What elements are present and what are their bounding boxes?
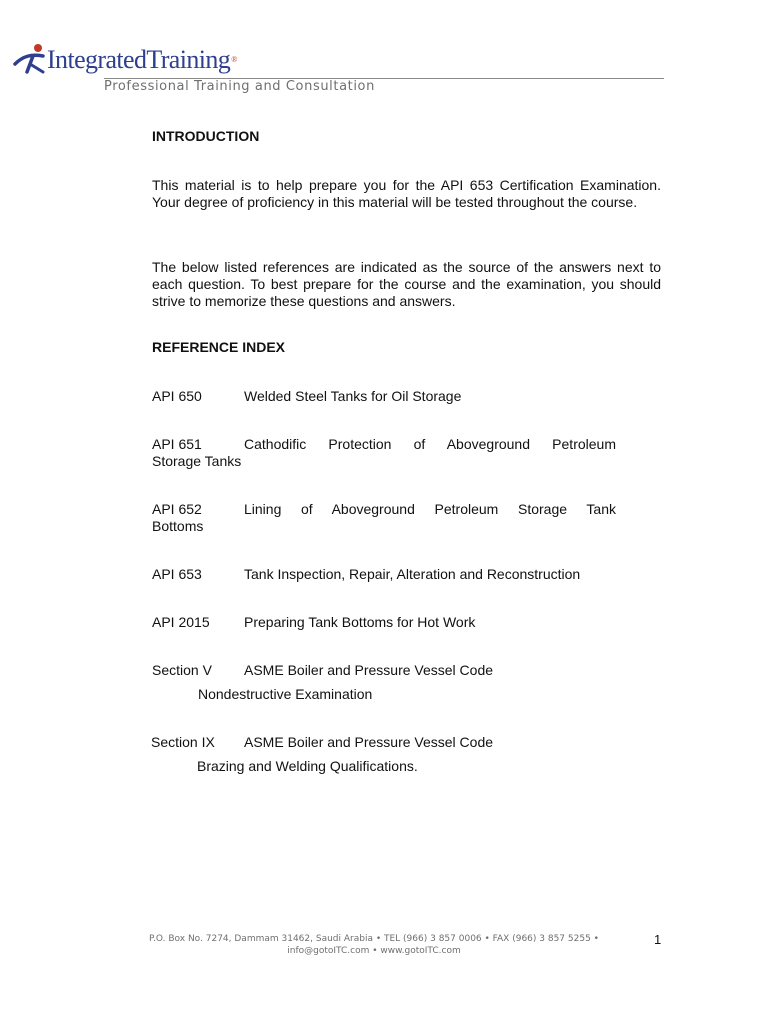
reference-title: ASME Boiler and Pressure Vessel Code bbox=[244, 734, 494, 750]
reference-code: API 652 bbox=[152, 501, 202, 517]
reference-item bbox=[151, 734, 615, 775]
introduction-paragraph-1: This material is to help prepare you for the API 653 Certification Examination. Your degree of proficiency in this material will be tested throughout the course. bbox=[152, 177, 661, 210]
footer-contact: info@gotoITC.com • www.gotoITC.com bbox=[287, 946, 461, 956]
reference-code: API 651 bbox=[152, 436, 202, 452]
reference-title-continued: Storage Tanks bbox=[152, 453, 242, 469]
page-number: 1 bbox=[654, 932, 662, 947]
introduction-paragraph-2: The below listed references are indicated as the source of the answers next to each question. To best prepare for the course and the examination, you should strive to memorize these questions and answers. bbox=[152, 259, 661, 309]
reference-title-continued: Bottoms bbox=[152, 518, 204, 534]
company-tagline: Professional Training and Consultation bbox=[104, 79, 375, 94]
page-footer bbox=[104, 933, 644, 957]
reference-item bbox=[152, 662, 616, 703]
reference-code: API 653 bbox=[152, 566, 202, 582]
registered-mark: ® bbox=[231, 55, 237, 64]
running-figure-icon bbox=[13, 42, 49, 80]
reference-code: Section IX bbox=[151, 734, 215, 750]
reference-item bbox=[152, 436, 616, 470]
reference-title: Preparing Tank Bottoms for Hot Work bbox=[244, 614, 476, 630]
logo-text: IntegratedTraining bbox=[47, 45, 231, 74]
logo-wordmark bbox=[47, 45, 237, 75]
introduction-heading: INTRODUCTION bbox=[152, 128, 260, 144]
reference-item bbox=[152, 501, 616, 535]
reference-code: Section V bbox=[152, 662, 212, 678]
reference-item bbox=[152, 388, 616, 405]
reference-title: Cathodific Protection of Aboveground Petroleum bbox=[244, 436, 616, 452]
company-logo bbox=[13, 42, 237, 80]
reference-subtitle: Nondestructive Examination bbox=[198, 686, 373, 702]
reference-title: Welded Steel Tanks for Oil Storage bbox=[244, 388, 462, 404]
reference-index-heading: REFERENCE INDEX bbox=[152, 339, 286, 355]
reference-code: API 2015 bbox=[152, 614, 210, 630]
reference-item bbox=[152, 614, 616, 631]
reference-item bbox=[152, 566, 616, 583]
reference-title: Tank Inspection, Repair, Alteration and Reconstruction bbox=[244, 566, 581, 582]
reference-title: Lining of Aboveground Petroleum Storage Tank bbox=[244, 501, 616, 517]
reference-code: API 650 bbox=[152, 388, 202, 404]
reference-title: ASME Boiler and Pressure Vessel Code bbox=[244, 662, 494, 678]
reference-subtitle: Brazing and Welding Qualifications. bbox=[197, 758, 418, 774]
footer-address: P.O. Box No. 7274, Dammam 31462, Saudi Arabia • TEL (966) 3 857 0006 • FAX (966) 3 857 5255 • bbox=[149, 934, 599, 944]
